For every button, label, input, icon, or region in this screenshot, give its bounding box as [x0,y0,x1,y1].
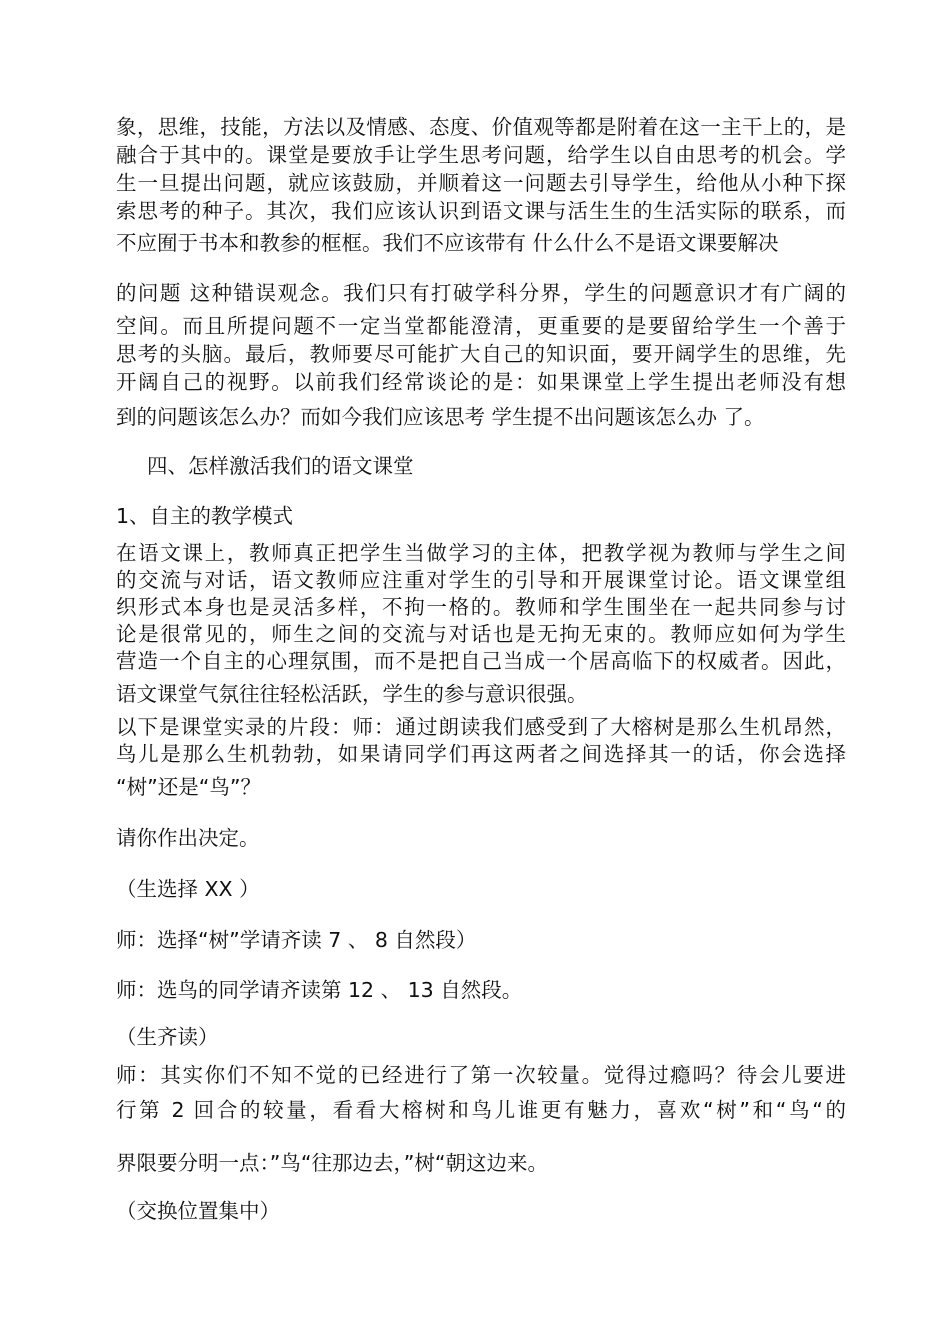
paragraph-line: 在语文课上，教师真正把学生当做学习的主体，把教学视为教师与学生之间 [116,541,846,565]
paragraph-line: 生一旦提出问题，就应该鼓励，并顺着这一问题去引导学生，给他从小种下探 [116,171,846,195]
paragraph-line: 营造一个自主的心理氛围，而不是把自己当成一个居高临下的权威者。因此， [116,649,846,673]
paragraph-line: 索思考的种子。其次，我们应该认识到语文课与活生生的生活实际的联系，而 [116,199,846,223]
section-heading: 四、怎样激活我们的语文课堂 [147,454,414,478]
paragraph-line: 织形式本身也是灵活多样，不拘一格的。教师和学生围坐在一起共同参与讨 [116,595,846,619]
subsection-heading: 1、自主的教学模式 [116,504,294,528]
paragraph-line: 象，思维，技能，方法以及情感、态度、价值观等都是附着在这一主干上的，是 [116,115,846,139]
paragraph-line: 师：选鸟的同学请齐读第 12 、 13 自然段。 [116,978,523,1002]
paragraph-line: 的交流与对话，语文教师应注重对学生的引导和开展课堂讨论。语文课堂组 [116,568,846,592]
paragraph-line: （生选择 XX ） [116,877,260,901]
paragraph-line: 思考的头脑。最后，教师要尽可能扩大自己的知识面，要开阔学生的思维，先 [116,342,846,366]
paragraph-line: 语文课堂气氛往往轻松活跃，学生的参与意识很强。 [116,682,588,706]
paragraph-line: （交换位置集中） [116,1199,280,1223]
paragraph-line: 开阔自己的视野。以前我们经常谈论的是：如果课堂上学生提出老师没有想 [116,370,846,394]
paragraph-line: 到的问题该怎么办？而如今我们应该思考 学生提不出问题该怎么办 了。 [116,405,765,429]
paragraph-line: 师：选择“树”学请齐读 7 、 8 自然段） [116,928,477,952]
paragraph-line: 师：其实你们不知不觉的已经进行了第一次较量。觉得过瘾吗？待会儿要进 [116,1063,846,1087]
paragraph-line: 界限要分明一点：”鸟“往那边去，”树“朝这边来。 [116,1151,548,1175]
paragraph-line: 论是很常见的，师生之间的交流与对话也是无拘无束的。教师应如何为学生 [116,622,846,646]
paragraph-line: 请你作出决定。 [116,826,260,850]
paragraph-line: 不应囿于书本和教参的框框。我们不应该带有 什么什么不是语文课要解决 [116,231,779,255]
paragraph-line: （生齐读） [116,1025,219,1049]
paragraph-line: 空间。而且所提问题不一定当堂都能澄清，更重要的是要留给学生一个善于 [116,314,846,338]
paragraph-line: 的问题 这种错误观念。我们只有打破学科分界，学生的问题意识才有广阔的 [116,281,846,305]
paragraph-line: 融合于其中的。课堂是要放手让学生思考问题，给学生以自由思考的机会。学 [116,143,846,167]
paragraph-line: 鸟儿是那么生机勃勃，如果请同学们再这两者之间选择其一的话，你会选择 [116,742,846,766]
paragraph-line: 以下是课堂实录的片段：师：通过朗读我们感受到了大榕树是那么生机昂然， [116,715,846,739]
paragraph-line: 行第 2 回合的较量，看看大榕树和鸟儿谁更有魅力，喜欢“树”和“鸟“的 [116,1098,846,1122]
paragraph-line: “树”还是“鸟”？ [116,775,261,799]
